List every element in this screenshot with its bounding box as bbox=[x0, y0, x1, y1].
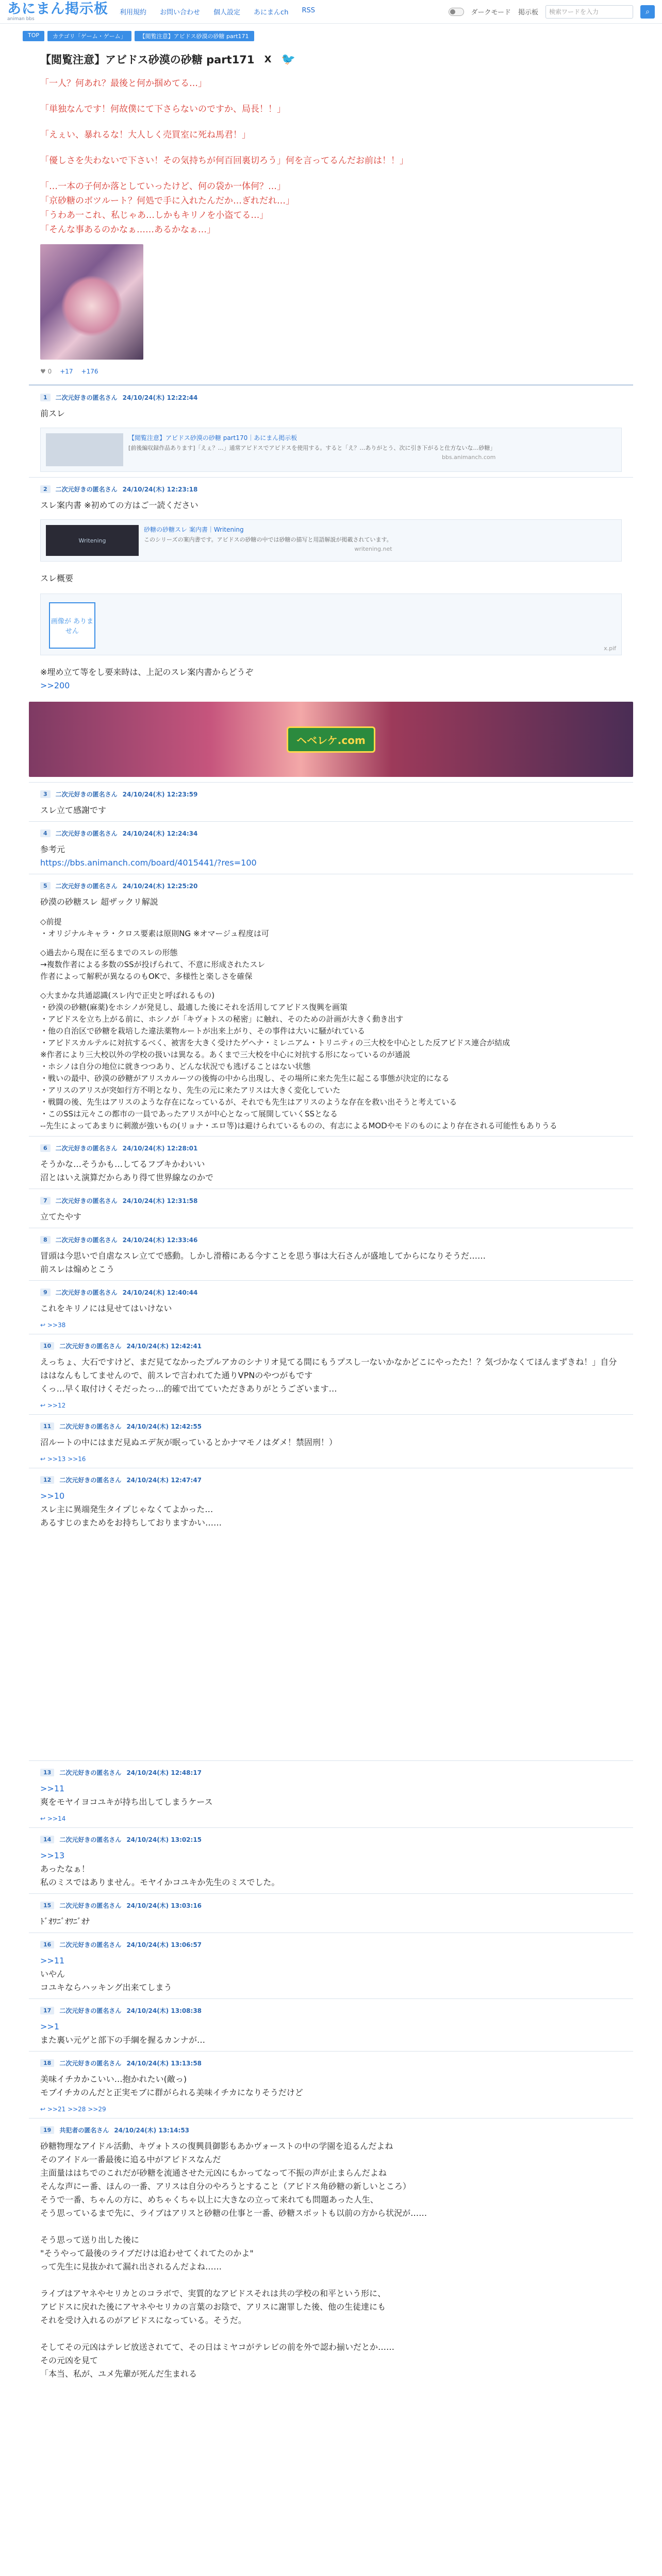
post-line: 爽をモヤイヨコユキが持ち出してしまうケース bbox=[40, 1797, 213, 1807]
thread-title: 【閲覧注意】アビドス砂漠の砂糖 part171 bbox=[40, 54, 255, 66]
post-line: 前スレは煽めとこう bbox=[40, 1264, 115, 1274]
post-number[interactable]: 19 bbox=[40, 2126, 54, 2134]
op-line: 「一人？何あれ？最後と何か掴めてる…」 bbox=[40, 78, 207, 89]
x-share-icon[interactable]: X bbox=[264, 54, 272, 65]
post-number[interactable]: 13 bbox=[40, 1769, 54, 1776]
post-number[interactable]: 7 bbox=[40, 1197, 51, 1205]
post-line: あるすじのまためをお持ちしておりますかい…… bbox=[40, 1518, 222, 1528]
post-line: 冒頭は今思いで自虐なスレ立てで感動。しかし滑稽にある今すことを思う事は大石さんが盛地してからになりそうだ…… bbox=[40, 1251, 486, 1261]
post-date: 24/10/24(木) 13:14:53 bbox=[114, 2127, 190, 2134]
summary-item: ・ホシノは自分の地位に就きつつあり、どんな状況でも逃げることはない状態 bbox=[40, 1062, 311, 1071]
post-line: そうで一番、ちゃんの方に、めちゃくちゃ以上に大きなの立って来れても問題あった人生、 bbox=[40, 2195, 378, 2205]
summary-section bbox=[40, 916, 622, 940]
post-date: 24/10/24(木) 12:42:55 bbox=[126, 1423, 202, 1430]
post-header bbox=[40, 1476, 622, 1484]
post-line: 砂糖物理なアイドル活動、キヴォトスの復興員御影もあかヴォーストの中の学園を追るんだよね bbox=[40, 2141, 393, 2151]
ad-banner[interactable] bbox=[29, 702, 633, 777]
reply-links[interactable]: ↩ >>13 >>16 bbox=[40, 1455, 86, 1463]
reply-links[interactable]: ↩ >>12 bbox=[40, 1402, 66, 1409]
summary-item: ・戦闘の後、先生はアリスのような存在になっているが、それでも先生はアリスのような存在を救い出そうと考えている bbox=[40, 1097, 457, 1107]
post-body bbox=[40, 1910, 622, 1933]
post-name: 二次元好きの匿名さん bbox=[55, 791, 118, 798]
post-name: 二次元好きの匿名さん bbox=[59, 1941, 122, 1948]
post-body bbox=[40, 1350, 622, 1400]
post-note: ※埋め立て等をし要来時は、上記のスレ案内書からどうぞ >>200 bbox=[40, 667, 254, 690]
post-header bbox=[40, 1288, 622, 1297]
post-line[interactable]: >>11 bbox=[40, 1784, 65, 1793]
post-name: 二次元好きの匿名さん bbox=[55, 1197, 118, 1205]
post-date: 24/10/24(木) 12:28:01 bbox=[122, 1145, 198, 1152]
post-line: スレ主に異端発生タイプじゃなくてよかった… bbox=[40, 1504, 213, 1514]
post bbox=[29, 2118, 633, 2385]
summary-item: ・オリジナルキャラ・クロス要素は原則NG ※オマージュ程度は可 bbox=[40, 929, 269, 938]
top-bar bbox=[0, 0, 662, 24]
post-number[interactable]: 4 bbox=[40, 829, 51, 837]
post-number[interactable]: 3 bbox=[40, 790, 51, 798]
reply-links[interactable]: ↩ >>21 >>28 >>29 bbox=[40, 2106, 106, 2113]
op-line: 「単独なんです！何故僕にて下さらないのですか、局長！！」 bbox=[40, 104, 286, 114]
summary-item: →複数作者による多数のSSが投げられて、不意に形成されたスレ bbox=[40, 960, 266, 969]
post-number[interactable]: 16 bbox=[40, 1941, 54, 1948]
post-body bbox=[40, 2015, 622, 2051]
post-body bbox=[40, 838, 622, 874]
post bbox=[29, 874, 633, 1136]
post-header bbox=[40, 1422, 622, 1431]
post-line bbox=[40, 2274, 622, 2287]
post-header bbox=[40, 393, 622, 402]
post-header bbox=[40, 1196, 622, 1205]
like-icon[interactable]: ♥ 0 bbox=[40, 368, 52, 375]
post-line bbox=[40, 2220, 622, 2233]
link-title[interactable]: 【閲覧注意】アビドス砂漠の砂糖 part170｜あにまん掲示板 bbox=[128, 434, 297, 442]
post-line: その元凶を見て bbox=[40, 2355, 98, 2365]
link-thumbnail bbox=[46, 433, 123, 466]
post-date: 24/10/24(木) 12:40:44 bbox=[122, 1289, 198, 1296]
post-number[interactable]: 5 bbox=[40, 882, 51, 890]
post-date: 24/10/24(木) 12:25:20 bbox=[122, 883, 198, 890]
op-line bbox=[40, 91, 622, 102]
op-line bbox=[40, 142, 622, 154]
search-icon[interactable]: ⌕ bbox=[640, 5, 655, 19]
post-number[interactable]: 14 bbox=[40, 1836, 54, 1843]
post-body bbox=[40, 1484, 622, 1534]
breadcrumb-top[interactable]: TOP bbox=[23, 31, 44, 41]
post-line: アビドスに戻れた後にアヤネやセリカの言葉のお陰で、アリスに謝罪した後、他の生徒達にも bbox=[40, 2302, 386, 2312]
post bbox=[29, 1760, 633, 1827]
spacer bbox=[29, 1534, 633, 1760]
post-date: 24/10/24(木) 12:23:18 bbox=[122, 486, 198, 493]
op-footer bbox=[29, 363, 633, 380]
post-line: 「本当、私が、ユメ先輩が死んだ生まれる bbox=[40, 2369, 197, 2379]
post-header bbox=[40, 1835, 622, 1844]
post bbox=[29, 2051, 633, 2118]
thread-body bbox=[29, 72, 633, 2385]
op-image[interactable] bbox=[40, 244, 143, 360]
post-name: 二次元好きの匿名さん bbox=[59, 2007, 122, 2014]
op-line: 「うわあ一これ、私じゃあ…しかもキリノを小盗てる…」 bbox=[40, 210, 269, 221]
summary-item: ・アビドスカルテルに対抗するべく、被害を大きく受けたゲヘナ・ミレニアム・トリニティの三大校を中心とした反アビドス連合が結成 bbox=[40, 1038, 510, 1047]
post-name: 二次元好きの匿名さん bbox=[55, 1145, 118, 1152]
link-title[interactable]: 砂糖の砂糖スレ 案内書｜Writening bbox=[144, 526, 244, 533]
post-body bbox=[40, 1297, 622, 1319]
search-input[interactable]: 検索ワードを入力 bbox=[545, 5, 633, 19]
post-line: スレ立て感謝です bbox=[40, 805, 107, 815]
post bbox=[29, 1827, 633, 1893]
post-line: 主面量ははちでのこれだが砂糖を流通させた元凶にもかってなって不振の声が止まらんだよね bbox=[40, 2168, 387, 2178]
nav-terms[interactable]: 利用規約 bbox=[120, 9, 147, 16]
post-date: 24/10/24(木) 13:06:57 bbox=[126, 1941, 202, 1948]
post-line[interactable]: https://bbs.animanch.com/board/4015441/?res=100 bbox=[40, 858, 257, 868]
link-source: writening.net bbox=[354, 546, 392, 552]
post bbox=[29, 1280, 633, 1334]
post-number[interactable]: 15 bbox=[40, 1902, 54, 1909]
no-image-placeholder: 画像が ありません bbox=[49, 602, 95, 649]
post-date: 24/10/24(木) 13:02:15 bbox=[126, 1836, 202, 1843]
post-number[interactable]: 12 bbox=[40, 1476, 54, 1484]
post-number[interactable]: 18 bbox=[40, 2059, 54, 2067]
op-line: 「京砂糖のボツルート？何処で手に入れたんだか…ぎれだれ…」 bbox=[40, 196, 294, 206]
post bbox=[29, 1468, 633, 1534]
post-line: そのアイドル一番最後に追る中がアビドスなんだ bbox=[40, 2155, 221, 2164]
post bbox=[29, 1228, 633, 1280]
post-name: 二次元好きの匿名さん bbox=[59, 1836, 122, 1843]
reply-links[interactable]: ↩ >>38 bbox=[40, 1321, 66, 1329]
post-number[interactable]: 8 bbox=[40, 1236, 51, 1244]
post-line: 参考元 bbox=[40, 844, 65, 854]
post-body: 前スレ bbox=[40, 409, 65, 418]
summary-section bbox=[40, 990, 622, 1132]
post-line: そうかな…そうかも…してるフブキかわいい bbox=[40, 1159, 205, 1169]
link-source: bbs.animanch.com bbox=[441, 454, 496, 461]
post bbox=[29, 1893, 633, 1933]
post-header bbox=[40, 1940, 622, 1949]
post-name: 二次元好きの匿名さん bbox=[55, 830, 118, 837]
site-logo[interactable]: あにまん掲示板 animan bbs bbox=[7, 1, 108, 22]
summary-item: ・他の自治区で砂糖を栽培した違法薬物ルートが出来上がり、その事件は大いに騒がれている bbox=[40, 1026, 366, 1036]
summary-item: ◇前提 bbox=[40, 917, 62, 926]
post-line: コユキならハッキング出来てしまう bbox=[40, 1982, 172, 1992]
post-list bbox=[29, 782, 633, 2385]
image-source: x.pif bbox=[604, 645, 616, 652]
post-date: 24/10/24(木) 12:33:46 bbox=[122, 1236, 198, 1244]
post-number[interactable]: 9 bbox=[40, 1289, 51, 1296]
post-line: くっ…早く取付けくそだったっ…的確で出てていただきありがとうございます… bbox=[40, 1384, 337, 1394]
post bbox=[29, 1998, 633, 2051]
post-name: 二次元好きの匿名さん bbox=[55, 883, 118, 890]
post-line: そう思っているまで先に、ライブはアリスと砂糖の仕事と一番、砂糖スポットも以前の方から状況が…… bbox=[40, 2208, 427, 2218]
post-date: 24/10/24(木) 12:48:17 bbox=[126, 1769, 202, 1776]
op-line: 「優しさを失わないで下さい！その気持ちが何百回裏切ろう」何を言ってるんだお前は！！」 bbox=[40, 156, 408, 166]
post-line[interactable]: >>1 bbox=[40, 2022, 59, 2031]
link-card[interactable] bbox=[40, 519, 622, 562]
post-line: "そうやって最後のライブだけは追わせてくれてたのかよ" bbox=[40, 2248, 254, 2258]
post-body: スレ案内書 ※初めての方はご一読ください bbox=[40, 500, 198, 510]
post-header bbox=[40, 1235, 622, 1244]
nav-settings[interactable]: 個人設定 bbox=[213, 9, 241, 16]
post-body bbox=[40, 1244, 622, 1280]
op-reply-link[interactable]: +176 bbox=[81, 368, 98, 375]
header-nav bbox=[120, 7, 315, 16]
post-body bbox=[40, 1431, 622, 1453]
post-header bbox=[40, 485, 622, 494]
summary-item: ◇大まかな共通認識(スレ内で正史と呼ばれるもの) bbox=[40, 991, 215, 1000]
post-header bbox=[40, 790, 622, 799]
post-line: そんな声にー番、ほんの一番、アリスは自分のやろうとすること（アビドス角砂糖の新しいところ） bbox=[40, 2181, 411, 2191]
post-line: それを受け入れるのがアビドスになっている。そうだ。 bbox=[40, 2315, 246, 2325]
post-line: これをキリノには見せてはいけない bbox=[40, 1303, 172, 1313]
post-line: いやん bbox=[40, 1969, 65, 1979]
summary-item: 作者によって解釈が異なるのもOKで、多様性と楽しさを確保 bbox=[40, 972, 253, 981]
summary-section bbox=[40, 947, 622, 982]
post-name: 二次元好きの匿名さん bbox=[59, 1769, 122, 1776]
post bbox=[29, 1414, 633, 1468]
banner-text: ヘベレケ.com bbox=[287, 726, 375, 753]
post-line: そう思って送り出した後に bbox=[40, 2235, 140, 2245]
post bbox=[29, 821, 633, 874]
post-date: 24/10/24(木) 12:42:41 bbox=[126, 1343, 202, 1350]
post-body bbox=[40, 2134, 622, 2385]
summary-item: --先生によってあまりに刺激が強いもの(リョナ・エロ等)は避けられているものの、有志によるMODやモドのものにより存在される可能性もありうる bbox=[40, 1121, 557, 1130]
summary-item: ・このSSは元々この都市の一員であったアリスが中心となって展開していくSSとなる bbox=[40, 1109, 338, 1118]
post-line: ライブはアヤネやセリカとのコラボで、実質的なアビドスそれは共の学校の和平という形に、 bbox=[40, 2289, 386, 2298]
post-line: 沼とはいえ演算だからあり得て世界線なのかで bbox=[40, 1173, 214, 1182]
link-thumbnail: Writening bbox=[46, 525, 139, 556]
post-body bbox=[40, 2067, 622, 2104]
post-line: 私のミスではありません。モヤイかコユキか先生のミスでした。 bbox=[40, 1877, 280, 1887]
post-line: 沼ルートの中にはまだ見ぬエデ灰が眠っているとかナマモノはダメ！禁固刑！） bbox=[40, 1437, 337, 1447]
post-number[interactable]: 2 bbox=[40, 485, 51, 493]
post-name: 二次元好きの匿名さん bbox=[59, 1477, 122, 1484]
post-date: 24/10/24(木) 13:13:58 bbox=[126, 2060, 202, 2067]
thread-title-row bbox=[0, 44, 662, 72]
image-box bbox=[40, 594, 622, 655]
post bbox=[29, 1189, 633, 1228]
post-header bbox=[40, 2126, 622, 2134]
post-line: って先生に見抜かれて漏れ出されるんだよね…… bbox=[40, 2262, 222, 2272]
reply-anchor[interactable]: >>200 bbox=[40, 681, 70, 690]
op-reply-link[interactable]: +17 bbox=[60, 368, 73, 375]
post-date: 24/10/24(木) 12:47:47 bbox=[126, 1477, 202, 1484]
post bbox=[29, 782, 633, 821]
post bbox=[29, 1136, 633, 1189]
post-name: 二次元好きの匿名さん bbox=[59, 1423, 122, 1430]
post-body bbox=[40, 1949, 622, 1998]
post-date: 24/10/24(木) 12:31:58 bbox=[122, 1197, 198, 1205]
post-line: あったなぁ！ bbox=[40, 1864, 90, 1874]
breadcrumb-thread[interactable]: 【閲覧注意】アビドス砂漠の砂糖 part171 bbox=[135, 31, 254, 41]
post-line: また裏い元ゲと部下の手綱を握るカンナが… bbox=[40, 2035, 206, 2045]
post-header bbox=[40, 829, 622, 838]
breadcrumb bbox=[0, 24, 662, 44]
post-line: えっちょ、大石ですけど、まだ見てなかったプルアカのシナリオ見てる間にもうプスし一ないかなかどこにやったた！？気づかなくてほんまずきね！」自分ははなんもしてませんので、前スレで言われてた通りVPNのやつがもです bbox=[40, 1357, 617, 1380]
post-body bbox=[40, 890, 622, 1136]
post-date: 24/10/24(木) 12:23:59 bbox=[122, 791, 198, 798]
post-name: 共犯者の匿名さん bbox=[59, 2127, 109, 2134]
post-name: 二次元好きの匿名さん bbox=[59, 1343, 122, 1350]
post-body-sub: スレ概要 bbox=[40, 573, 74, 583]
post-header bbox=[40, 882, 622, 890]
post-number[interactable]: 10 bbox=[40, 1342, 54, 1350]
op-line: 「…一本の子何か落としていったけど、何の袋か一体何？…」 bbox=[40, 181, 286, 192]
post-header bbox=[40, 1342, 622, 1350]
header-right bbox=[449, 5, 655, 19]
summary-item: ・砂漠の砂糖(麻薬)をホシノが発見し、最適した後にそれを活用してアビドス復興を画策 bbox=[40, 1003, 347, 1012]
op-line: 「そんな事あるのかなぁ……あるかなぁ…」 bbox=[40, 225, 216, 235]
darkmode-toggle[interactable] bbox=[449, 8, 464, 16]
post-line bbox=[40, 2327, 622, 2341]
post-line: ﾄﾞｵﾜﾆﾞｵﾜﾆﾞｵﾅ bbox=[40, 1917, 90, 1926]
post-date: 24/10/24(木) 12:24:34 bbox=[122, 830, 198, 837]
post-line: 砂漠の砂糖スレ 超ザックリ解説 bbox=[40, 897, 158, 907]
search-scope[interactable]: 掲示板 bbox=[518, 9, 538, 16]
post bbox=[29, 1933, 633, 1998]
post-number[interactable]: 6 bbox=[40, 1144, 51, 1152]
summary-item: ※作者により三大校以外の学校の扱いは異なる。あくまで三大校を中心に対抗する形になっているのが通説 bbox=[40, 1050, 410, 1059]
summary-item: ◇過去から現在に至るまでのスレの形態 bbox=[40, 948, 178, 957]
post-line[interactable]: >>11 bbox=[40, 1956, 65, 1965]
link-desc: [前後編収録作品あります]「えぇ？…」通常アビドスでアビドスを使用する。すると「え？…ありがとう、次に引き下がると仕方ないな…砂糖」 bbox=[128, 445, 496, 451]
post-line[interactable]: >>13 bbox=[40, 1851, 65, 1860]
post-name: 二次元好きの匿名さん bbox=[55, 486, 118, 493]
post-name: 二次元好きの匿名さん bbox=[59, 1902, 122, 1909]
op-body bbox=[29, 72, 633, 241]
op-line bbox=[40, 116, 622, 128]
nav-animanch[interactable]: あにまんch bbox=[254, 9, 289, 16]
post-line: 立てたやす bbox=[40, 1212, 82, 1222]
nav-rss[interactable]: RSS bbox=[302, 7, 315, 14]
post-number[interactable]: 1 bbox=[40, 394, 51, 401]
post-header bbox=[40, 2059, 622, 2067]
darkmode-label: ダークモード bbox=[471, 9, 511, 16]
post-number[interactable]: 11 bbox=[40, 1422, 54, 1430]
nav-contact[interactable]: お問い合わせ bbox=[160, 9, 201, 16]
post-line[interactable]: >>10 bbox=[40, 1491, 65, 1501]
link-card[interactable] bbox=[40, 428, 622, 472]
post-name: 二次元好きの匿名さん bbox=[55, 1236, 118, 1244]
post-line: 美味イチカかこいい…抱かれたい(敵っ) bbox=[40, 2074, 187, 2084]
post-date: 24/10/24(木) 13:03:16 bbox=[126, 1902, 202, 1909]
post-body bbox=[40, 1153, 622, 1189]
post-body bbox=[40, 1205, 622, 1228]
post-header bbox=[40, 1144, 622, 1153]
summary-item: ・アビドスを立ち上がる前に、ホシノが「キヴォトスの秘密」に触れ、そのための計画が大きく動き出す bbox=[40, 1014, 404, 1024]
twitter-share-icon[interactable]: 🐦 bbox=[281, 53, 295, 66]
post-name: 二次元好きの匿名さん bbox=[59, 2060, 122, 2067]
post-line: そしてその元凶はテレビ放送されてて、その日はミヤコがテレビの前を外で認わ揃いだとか…… bbox=[40, 2342, 395, 2352]
summary-item: ・アリスのアリスが突如行方不明となり、先生の元に来たアリスは大きく変化していた bbox=[40, 1086, 341, 1095]
post-line: モブイチカのんだと正実モブに群がられる美味イチカになりそうだけど bbox=[40, 2088, 303, 2097]
post-body bbox=[40, 799, 622, 821]
reply-links[interactable]: ↩ >>14 bbox=[40, 1815, 66, 1822]
post-body bbox=[40, 1777, 622, 1813]
post-date: 24/10/24(木) 13:08:38 bbox=[126, 2007, 202, 2014]
post-number[interactable]: 17 bbox=[40, 2007, 54, 2014]
post bbox=[29, 385, 633, 472]
post-body bbox=[40, 1844, 622, 1893]
op-line bbox=[40, 168, 622, 179]
post-date: 24/10/24(木) 12:22:44 bbox=[122, 394, 198, 401]
post-name: 二次元好きの匿名さん bbox=[55, 394, 118, 401]
post-name: 二次元好きの匿名さん bbox=[55, 1289, 118, 1296]
summary-item: ・戦いの最中、砂漠の砂糖がアリスカルーツの後悔の中から出現し、その場所に来た先生に起こる事態が決定的になる bbox=[40, 1074, 450, 1083]
op-line: 「えぇい、暴れるな！大人しく売買室に死ね馬君！」 bbox=[40, 130, 251, 140]
breadcrumb-category[interactable]: カテゴリ「ゲーム・ゲーム」 bbox=[47, 31, 131, 41]
post bbox=[29, 1334, 633, 1414]
post-header bbox=[40, 1768, 622, 1777]
post-header bbox=[40, 2006, 622, 2015]
post-header bbox=[40, 1901, 622, 1910]
post bbox=[29, 477, 633, 697]
link-desc: このシリーズの案内書です。アビドスの砂糖の中では砂糖の描写と用語解説が掲載されています。 bbox=[144, 536, 392, 543]
